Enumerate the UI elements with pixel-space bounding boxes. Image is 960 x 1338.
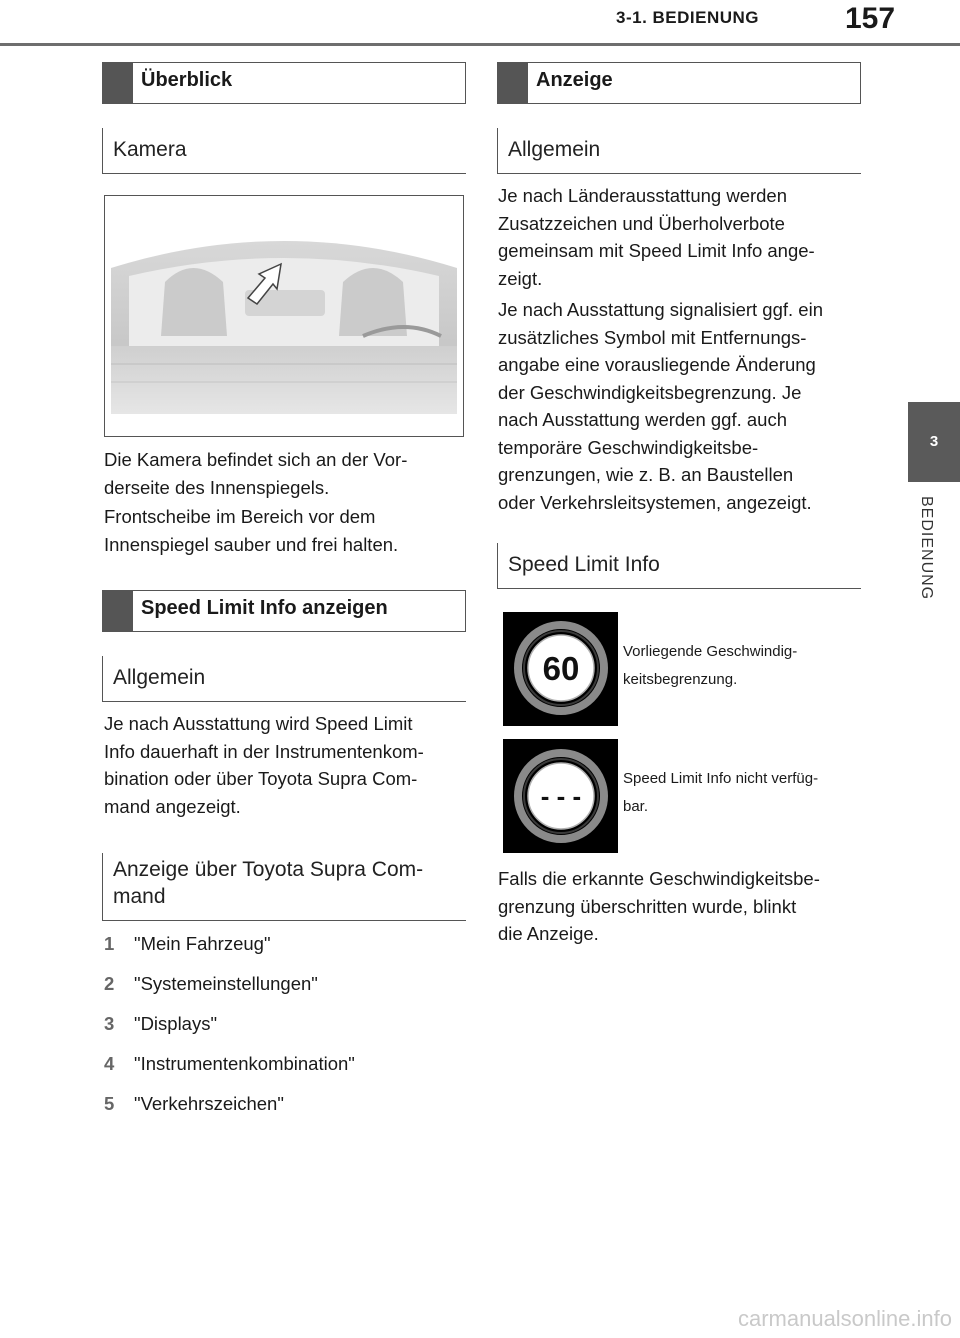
step-text: "Systemeinstellungen" [134,973,318,994]
sub-head-allgemein-right: Allgemein [497,128,861,174]
page-number: 157 [845,2,896,35]
speed-sign-60 [503,612,618,726]
step-text: "Displays" [134,1013,218,1034]
camera-interior-illustration [105,196,463,436]
step-text: "Instrumentenkombination" [134,1053,355,1074]
step-number: 1 [104,933,115,954]
step-4 [104,1053,355,1075]
step-1 [104,933,271,955]
section-head-ueberblick [102,62,466,104]
speed-limit-unavailable-icon [503,739,618,853]
step-number: 5 [104,1093,115,1114]
section-head-bar [498,63,528,103]
anzeige-para-1: Je nach Länderausstattung werden Zusatzzeichen und Überholverbote gemeinsam mit Speed Limit Info ange- zeigt. [498,185,815,289]
speed-limit-60-icon [503,612,618,726]
anzeige-para-2: Je nach Ausstattung signalisiert ggf. ein zusätzliches Symbol mit Entfernungs- angabe eine vorausliegende Änderung der Geschwindigkeitsbegrenzung. Je nach Ausstattung werden ggf. auch temporäre Geschwindigkeitsbe- grenzungen, wie z. B. an Baustellen oder Verkehrsleitsystemen, angezeigt. [498,299,823,513]
section-head-title: Speed Limit Info anzeigen [141,597,388,619]
sign2-caption: Speed Limit Info nicht verfüg- bar. [623,770,819,815]
chapter-name-vertical: BEDIENUNG [918,496,935,601]
kamera-para-1: Die Kamera befindet sich an der Vor- derseite des Innenspiegels. [104,449,408,498]
sub-head-kamera: Kamera [102,128,466,174]
step-number: 4 [104,1053,115,1074]
kamera-para-2: Frontscheibe im Bereich vor dem Innenspiegel sauber und frei halten. [104,506,399,555]
section-head-title: Überblick [141,69,233,91]
watermark: carmanualsonline.info [737,1306,952,1331]
section-head-bar [103,591,133,631]
step-text: "Verkehrszeichen" [134,1093,284,1114]
chapter-header-label: 3-1. BEDIENUNG [616,8,760,27]
header-rule [0,43,960,46]
section-head-speed-limit-anzeigen [102,590,466,632]
step-3 [104,1013,217,1035]
speed-sign-unavailable [503,739,618,853]
speed-sign-value: 60 [542,650,580,687]
step-5 [104,1093,284,1115]
chapter-tab: 3 [908,402,960,482]
step-text: "Mein Fahrzeug" [134,933,271,954]
sign1-caption: Vorliegende Geschwindig- keitsbegrenzung. [623,643,798,688]
section-head-title: Anzeige [536,69,613,91]
speed-sign-value: - - - [540,781,582,811]
allgemein-para-left: Je nach Ausstattung wird Speed Limit Info dauerhaft in der Instrumentenkom- bination oder über Toyota Supra Com- mand angezeigt. [104,713,424,817]
step-number: 3 [104,1013,115,1034]
anzeige-para-3: Falls die erkannte Geschwindigkeitsbe- grenzung überschritten wurde, blinkt die Anzeige. [498,868,820,944]
sub-head-speed-limit-info: Speed Limit Info [497,543,861,589]
section-head-bar [103,63,133,103]
step-2 [104,973,318,995]
section-head-anzeige [497,62,861,104]
camera-figure [104,195,464,437]
step-number: 2 [104,973,115,994]
sub-head-anzeige-supra-command: Anzeige über Toyota Supra Com- mand [102,853,466,921]
sub-head-allgemein-left: Allgemein [102,656,466,702]
